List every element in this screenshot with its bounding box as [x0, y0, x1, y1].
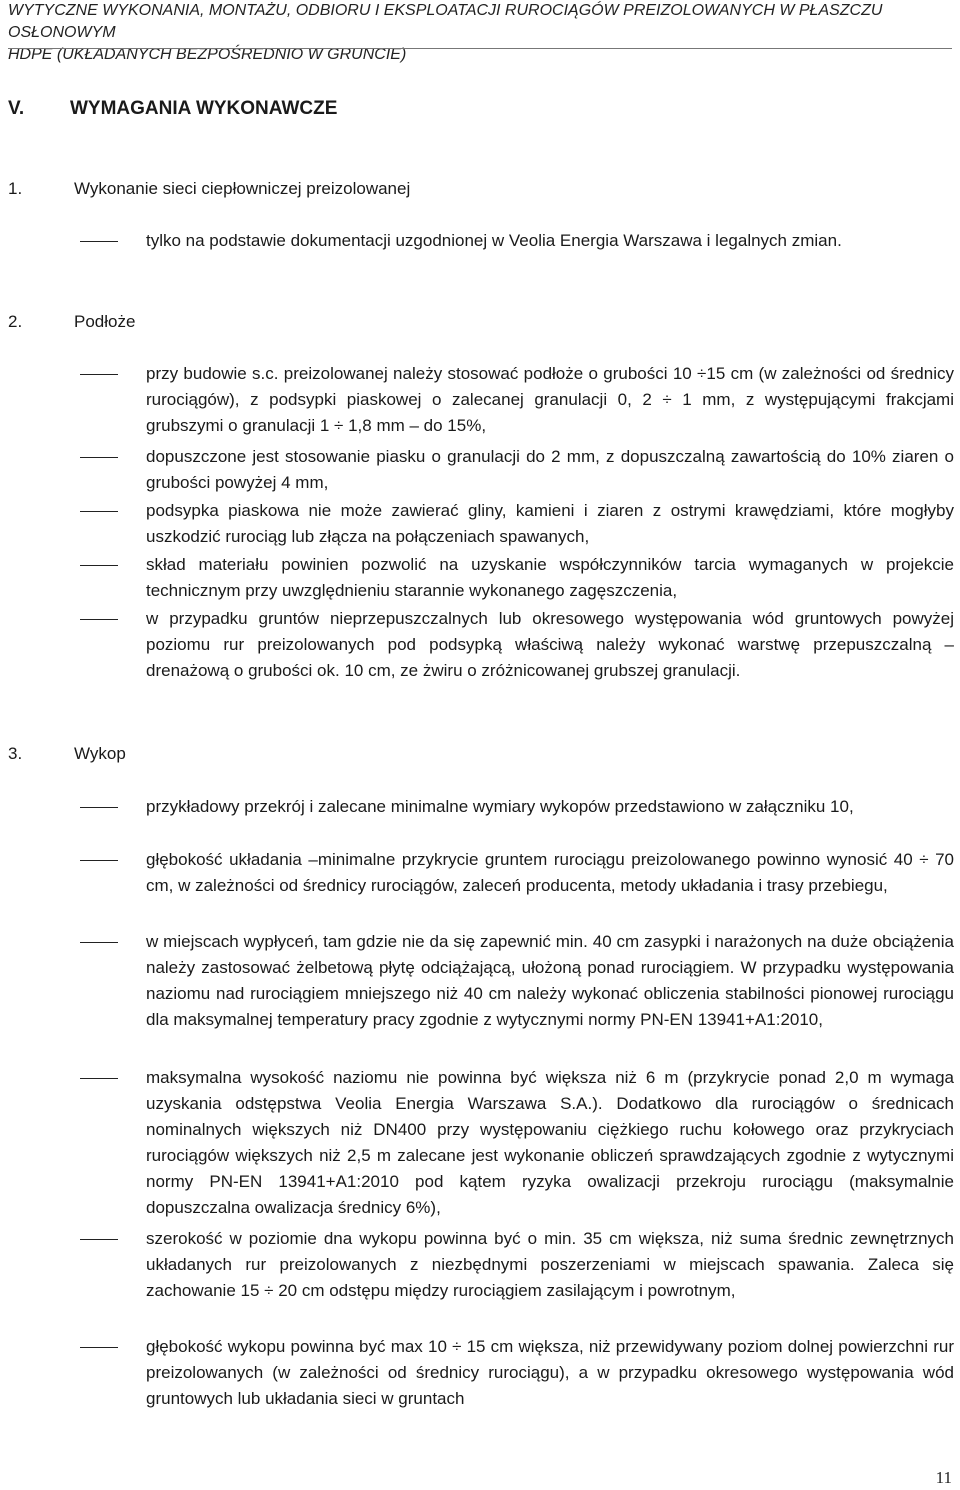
section-title: Podłoże — [74, 312, 136, 331]
list-item-text: maksymalna wysokość naziomu nie powinna być większa niż 6 m (przykrycie ponad 2,0 m wymaga uzyskania odstępstwa Veolia Energia Warszawa S.A.). Dodatkowo dla rurociągów o średnicach nominalnych większych niż DN400 przy występowaniu ciężkiego ruchu kołowego oraz przykryciach rurociągów większych niż 2,5 m zalecane jest wykonanie obliczeń sprawdzających zgodnie z wytycznymi normy PN-EN 13941+A1:2010 pod kątem ryzyka owalizacji przekroju rurociągu (maksymalnie dopuszczalna owalizacja średnicy 6%), — [146, 1068, 954, 1217]
document-header — [8, 0, 952, 66]
section-title: Wykonanie sieci ciepłowniczej preizolowanej — [74, 179, 411, 198]
list-item-text: przy budowie s.c. preizolowanej należy stosować podłoże o grubości 10 ÷15 cm (w zależności od średnicy rurociągów), z podsypki piaskowej o zalecanej granulacji 0, 2 ÷ 1 mm, z występującymi frakcjami grubszymi o granulacji 1 ÷ 1,8 mm – do 15%, — [146, 364, 954, 435]
section-title: Wykop — [74, 744, 126, 763]
list-item-text: przykładowy przekrój i zalecane minimalne wymiary wykopów przedstawiono w załączniku 10, — [146, 797, 854, 816]
dash-bullet — [80, 942, 118, 943]
dash-bullet — [80, 457, 118, 458]
header-divider — [8, 48, 952, 49]
dash-bullet — [80, 565, 118, 566]
list-item-text: w przypadku gruntów nieprzepuszczalnych lub okresowego występowania wód gruntowych powyżej poziomu rur preizolowanych pod podsypką właściwą należy wykonać warstwę przepuszczalną – drenażową o grubości ok. 10 cm, ze żwiru o zróżnicowanej grubszej granulacji. — [146, 609, 954, 680]
dash-bullet — [80, 807, 118, 808]
dash-bullet — [80, 860, 118, 861]
list-item-text: podsypka piaskowa nie może zawierać gliny, kamieni i ziaren z ostrymi krawędziami, które mogłyby uszkodzić rurociąg lub złącza na połączeniach spawanych, — [146, 501, 954, 546]
dash-bullet — [80, 1347, 118, 1348]
list-item-text: w miejscach wypłyceń, tam gdzie nie da się zapewnić min. 40 cm zasypki i narażonych na duże obciążenia należy zastosować żelbetową płytę odciążającą, ułożoną ponad rurociągiem. W przypadku występowania naziomu nad rurociągiem mniejszego niż 40 cm należy wykonać obliczenia stabilności pionowej rurociągu dla maksymalnej temperatury pracy zgodnie z wytycznymi normy PN-EN 13941+A1:2010, — [146, 932, 954, 1029]
dash-bullet — [80, 511, 118, 512]
header-line-1: WYTYCZNE WYKONANIA, MONTAŻU, ODBIORU I EKSPLOATACJI RUROCIĄGÓW PREIZOLOWANYCH W PŁASZCZU OSŁONOWYM — [8, 2, 883, 41]
dash-bullet — [80, 241, 118, 242]
chapter-title: WYMAGANIA WYKONAWCZE — [70, 98, 338, 119]
page-number: 11 — [935, 1468, 952, 1487]
header-line-2: HDPE (UKŁADANYCH BEZPOŚREDNIO W GRUNCIE) — [8, 46, 407, 63]
list-item-text: dopuszczone jest stosowanie piasku o granulacji do 2 mm, z dopuszczalną zawartością do 10% ziaren o grubości powyżej 4 mm, — [146, 447, 954, 492]
list-item-text: szerokość w poziomie dna wykopu powinna być o min. 35 cm większa, niż suma średnic zewnętrznych układanych rur preizolowanych z niezbędnymi poszerzeniami w miejscach spawania. Zaleca się zachowanie 15 ÷ 20 cm odstępu między rurociągiem zasilającym i powrotnym, — [146, 1229, 954, 1300]
dash-bullet — [80, 374, 118, 375]
dash-bullet — [80, 1239, 118, 1240]
list-item-text: skład materiału powinien pozwolić na uzyskanie współczynników tarcia wymaganych w projekcie technicznym przy uwzględnieniu starannie wykonanego zagęszczenia, — [146, 555, 954, 600]
list-item-text: głębokość układania –minimalne przykrycie gruntem rurociągu preizolowanego powinno wynosić 40 ÷ 70 cm, w zależności od średnicy rurociągów, zaleceń producenta, metody układania i trasy przebiegu, — [146, 850, 954, 895]
list-item-text: głębokość wykopu powinna być max 10 ÷ 15 cm większa, niż przewidywany poziom dolnej powierzchni rur preizolowanych (w zależności od średnicy rurociągu), a w przypadku okresowego występowania wód gruntowych lub układania sieci w gruntach — [146, 1337, 954, 1408]
chapter-number: V. — [8, 98, 25, 119]
section-number: 3. — [8, 744, 23, 763]
section-number: 2. — [8, 312, 23, 331]
dash-bullet — [80, 1078, 118, 1079]
list-item-text: tylko na podstawie dokumentacji uzgodnionej w Veolia Energia Warszawa i legalnych zmian. — [146, 231, 842, 250]
section-number: 1. — [8, 179, 23, 198]
dash-bullet — [80, 619, 118, 620]
